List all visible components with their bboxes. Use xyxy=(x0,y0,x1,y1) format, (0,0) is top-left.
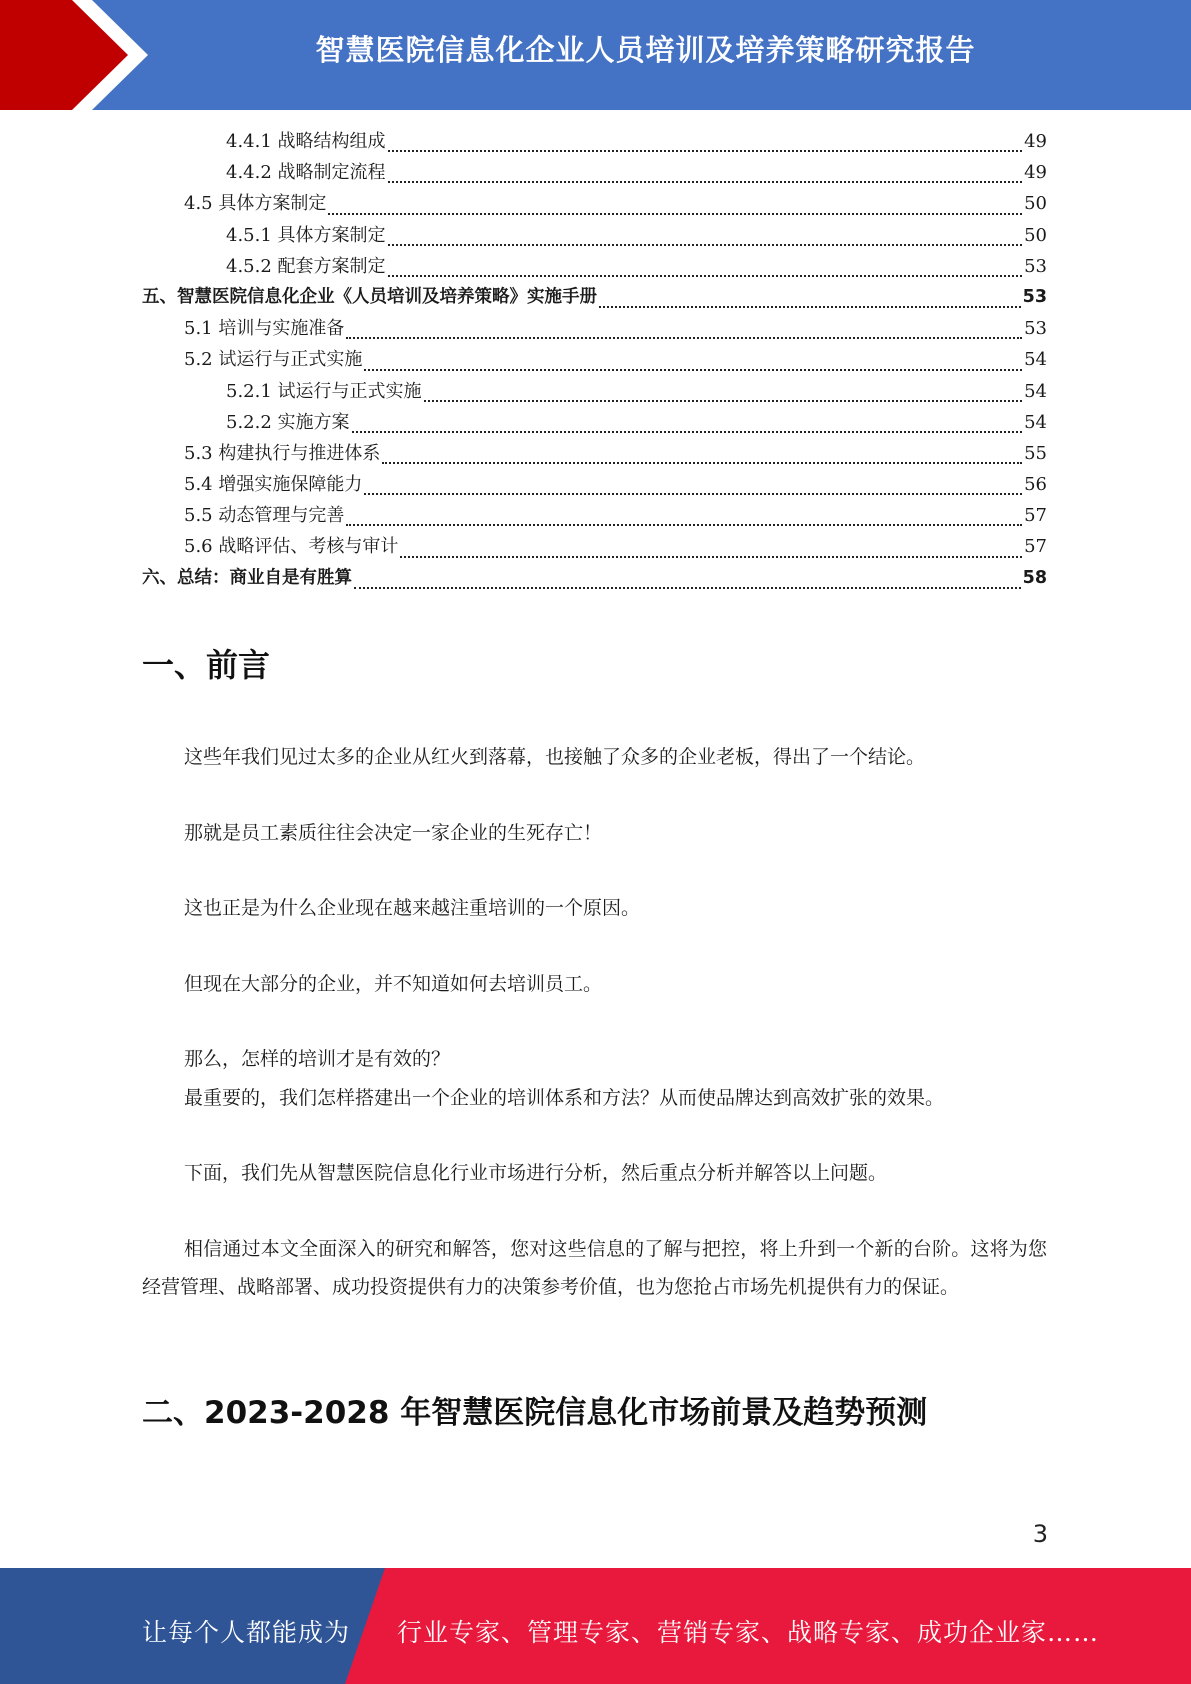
toc-dot-leader xyxy=(388,180,1023,183)
toc-entry-title: 5.2 试运行与正式实施 xyxy=(184,349,363,371)
footer-slogan-right: 行业专家、管理专家、营销专家、战略专家、成功企业家…… xyxy=(397,1618,1100,1647)
toc-entry[interactable] xyxy=(142,470,1047,501)
toc-entry-page-number: 54 xyxy=(1024,411,1047,433)
toc-entry-page-number: 56 xyxy=(1024,474,1047,496)
page-footer xyxy=(0,1568,1191,1684)
toc-entry-title: 五、智慧医院信息化企业《人员培训及培养策略》实施手册 xyxy=(142,286,597,307)
toc-dot-leader xyxy=(352,430,1023,433)
toc-dot-leader xyxy=(400,555,1022,558)
toc-entry-page-number: 54 xyxy=(1024,349,1047,371)
toc-dot-leader xyxy=(388,274,1023,277)
toc-entry[interactable] xyxy=(142,158,1047,189)
toc-dot-leader xyxy=(382,461,1022,464)
toc-entry-title: 5.4 增强实施保障能力 xyxy=(184,474,363,496)
toc-entry-page-number: 49 xyxy=(1024,162,1047,184)
toc-dot-leader xyxy=(328,212,1022,215)
page-header xyxy=(0,0,1191,110)
preface-paragraph-8: 相信通过本文全面深入的研究和解答，您对这些信息的了解与把控，将上升到一个新的台阶。这将为您经营管理、战略部署、成功投资提供有力的决策参考价值，也为您抢占市场先机提供有力的保证。 xyxy=(142,1238,1047,1298)
preface-paragraph-7: 下面，我们先从智慧医院信息化行业市场进行分析，然后重点分析并解答以上问题。 xyxy=(184,1162,888,1184)
toc-entry[interactable] xyxy=(142,189,1047,220)
toc-dot-leader xyxy=(346,523,1022,526)
toc-entry-title: 4.5 具体方案制定 xyxy=(184,193,327,215)
toc-entry[interactable] xyxy=(142,501,1047,532)
toc-dot-leader xyxy=(346,336,1022,339)
toc-entry-page-number: 55 xyxy=(1024,442,1047,464)
market-forecast-heading: 二、2023-2028 年智慧医院信息化市场前景及趋势预测 xyxy=(142,1395,928,1431)
toc-entry-page-number: 53 xyxy=(1024,318,1047,340)
toc-entry-page-number: 53 xyxy=(1022,286,1047,307)
preface-paragraph-1: 这些年我们见过太多的企业从红火到落幕，也接触了众多的企业老板，得出了一个结论。 xyxy=(184,746,926,768)
preface-heading: 一、前言 xyxy=(142,646,271,684)
table-of-contents xyxy=(142,127,1047,595)
toc-entry-page-number: 50 xyxy=(1024,193,1047,215)
toc-entry[interactable] xyxy=(142,408,1047,439)
toc-entry-title: 5.3 构建执行与推进体系 xyxy=(184,442,381,464)
toc-entry[interactable] xyxy=(142,252,1047,283)
toc-entry-page-number: 57 xyxy=(1024,505,1047,527)
toc-entry-title: 5.6 战略评估、考核与审计 xyxy=(184,536,399,558)
toc-dot-leader xyxy=(599,305,1021,308)
header-title: 智慧医院信息化企业人员培训及培养策略研究报告 xyxy=(315,33,976,67)
toc-entry-title: 六、总结：商业自是有胜算 xyxy=(142,567,352,588)
toc-dot-leader xyxy=(424,399,1023,402)
page-number: 3 xyxy=(1032,1520,1048,1548)
preface-paragraph-5: 那么，怎样的培训才是有效的？ xyxy=(184,1048,451,1070)
toc-entry-title: 5.2.2 实施方案 xyxy=(226,411,350,433)
toc-entry[interactable] xyxy=(142,221,1047,252)
preface-paragraph-2: 那就是员工素质往往会决定一家企业的生死存亡！ xyxy=(184,822,603,844)
preface-paragraph-3: 这也正是为什么企业现在越来越注重培训的一个原因。 xyxy=(184,897,641,919)
toc-entry-page-number: 49 xyxy=(1024,131,1047,152)
toc-entry-title: 5.5 动态管理与完善 xyxy=(184,505,345,527)
toc-entry-title: 4.5.1 具体方案制定 xyxy=(226,224,386,246)
toc-dot-leader xyxy=(364,492,1022,495)
toc-entry-page-number: 54 xyxy=(1024,380,1047,402)
footer-slogan-left: 让每个人都能成为 xyxy=(142,1618,351,1647)
toc-entry-page-number: 57 xyxy=(1024,536,1047,558)
toc-entry-page-number: 50 xyxy=(1024,224,1047,246)
toc-entry-title: 4.4.2 战略制定流程 xyxy=(226,162,386,184)
toc-entry-title: 5.2.1 试运行与正式实施 xyxy=(226,380,422,402)
toc-entry[interactable] xyxy=(142,532,1047,563)
toc-entry-title: 4.4.1 战略结构组成 xyxy=(226,131,386,152)
toc-entry[interactable] xyxy=(142,439,1047,470)
toc-entry-title: 5.1 培训与实施准备 xyxy=(184,318,345,340)
toc-entry-page-number: 53 xyxy=(1024,255,1047,277)
toc-entry[interactable] xyxy=(142,283,1047,314)
toc-entry[interactable] xyxy=(142,314,1047,345)
toc-entry-title: 4.5.2 配套方案制定 xyxy=(226,255,386,277)
toc-entry[interactable] xyxy=(142,127,1047,158)
toc-dot-leader xyxy=(364,368,1022,371)
toc-entry[interactable] xyxy=(142,564,1047,595)
preface-paragraph-4: 但现在大部分的企业，并不知道如何去培训员工。 xyxy=(184,973,603,995)
preface-paragraph-6: 最重要的，我们怎样搭建出一个企业的培训体系和方法？从而使品牌达到高效扩张的效果。 xyxy=(184,1087,945,1109)
toc-dot-leader xyxy=(354,586,1021,589)
toc-dot-leader xyxy=(388,149,1023,152)
toc-entry[interactable] xyxy=(142,345,1047,376)
toc-entry-page-number: 58 xyxy=(1022,567,1047,588)
toc-entry[interactable] xyxy=(142,377,1047,408)
toc-dot-leader xyxy=(388,243,1023,246)
